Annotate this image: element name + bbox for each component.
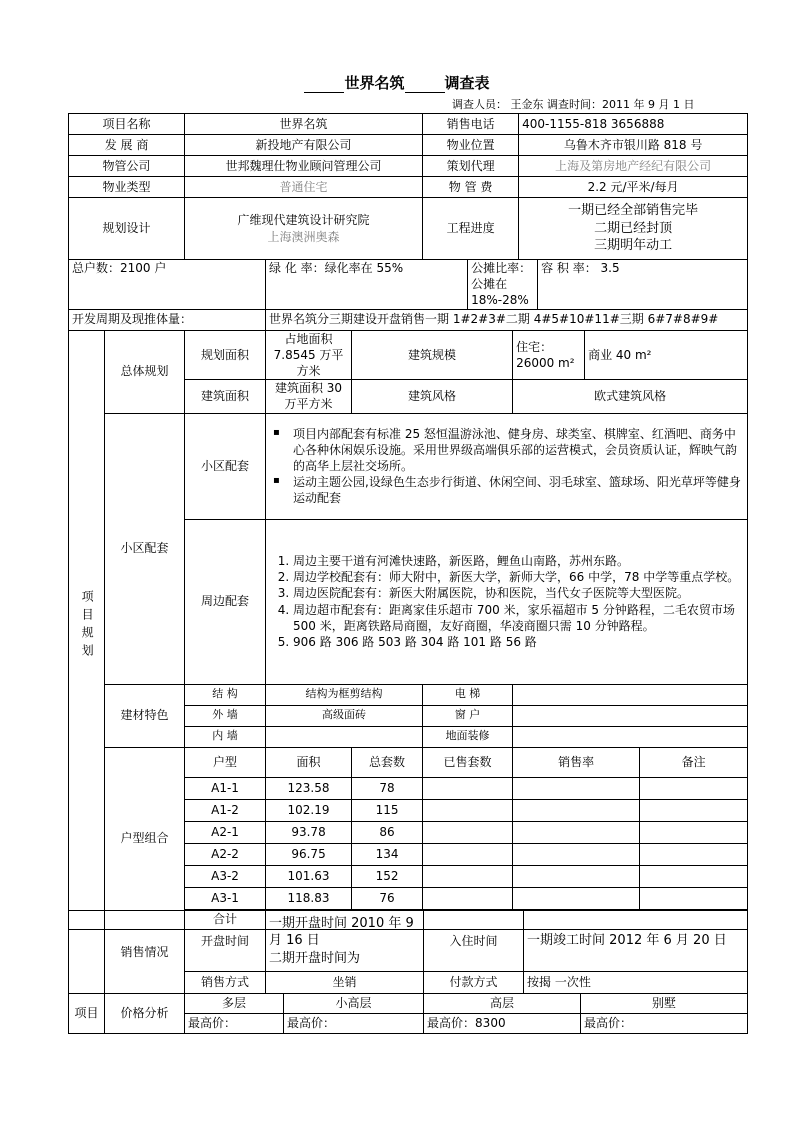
pay-label: 付款方式 [424,972,524,994]
unit-type: A1-1 [185,777,266,799]
developer: 新投地产有限公司 [185,135,423,156]
unit-header-row [69,747,748,777]
move-time: 一期竣工时间 2012 年 6 月 20 日 [524,911,748,972]
row-inner-facilities [69,413,748,519]
around-label: 周边配套 [185,519,266,684]
row-metrics [69,260,748,310]
row-type [69,177,748,198]
unit-type: A1-2 [185,799,266,821]
price-header: 小高层 [284,994,424,1014]
unit-sold [423,821,513,843]
area-label: 规划面积 [185,330,266,380]
materials-label: 建材特色 [105,684,185,747]
unit-sold [423,777,513,799]
unit-rate [513,799,640,821]
unit-note [640,821,748,843]
property-type: 普通住宅 [185,177,423,198]
unit-rate [513,777,640,799]
sales-phone: 400-1155-818 3656888 [519,114,748,135]
type-label: 物业类型 [69,177,185,198]
page-title [0,72,794,93]
row-developer [69,135,748,156]
inner-facility-item: ▪ 项目内部配套有标准 25 怒恒温游泳池、健身房、球类室、棋牌室、红酒吧、商务中心各种休闲娱乐设施。采用世界级高端俱乐部的运营模式，会员资质认证，辉映气韵的高华上层社交场所。 [293,426,744,475]
unit-area: 118.83 [266,887,352,909]
unit-area: 101.63 [266,865,352,887]
management-fee: 2.2 元/平米/每月 [519,177,748,198]
cycle-label: 开发周期及现推体量： [69,309,266,330]
unit-area: 96.75 [266,843,352,865]
sales-price-table [68,910,748,1034]
progress [519,198,748,260]
open-phase-2: 二期开盘时间为 [269,950,361,966]
unit-total: 76 [352,887,423,909]
around-item: 4. 周边超市配套有：距离家佳乐超市 700 米，家乐福超市 5 分钟路程，二毛农贸市场 500 米，距离铁路局商圈，友好商圈，华凌商圈只需 10 分钟路程。 [293,602,744,634]
unit-sold [423,865,513,887]
architecture-style: 欧式建筑风格 [513,380,748,413]
sales-section-blank [69,911,105,994]
inner-wall-value [266,726,423,747]
unit-area: 93.78 [266,821,352,843]
unit-note [640,887,748,909]
row-name [69,114,748,135]
design-firm-1: 广维现代建筑设计研究院 [237,213,370,228]
unit-rate [513,865,640,887]
price-label: 价格分析 [105,994,185,1034]
unit-sold [423,843,513,865]
inner-facility-item: ▪ 运动主题公园,设绿色生态步行街道、休闲空间、羽毛球室、篮球场、阳光草坪等健身运动配套 [293,474,744,506]
title-main: 世界名筑 [344,74,405,92]
scale-commercial: 商业 40 m² [585,330,748,380]
move-label: 入住时间 [424,911,524,972]
total-label: 合计 [185,909,266,929]
row-cycle [69,309,748,330]
row-pm [69,156,748,177]
sales-method: 坐销 [266,972,424,994]
design-label: 规划设计 [69,198,185,260]
floor-label: 地面装修 [423,726,513,747]
inner-label: 小区配套 [185,413,266,519]
window-value [513,705,748,726]
window-label: 窗 户 [423,705,513,726]
max-price-cell [581,1014,748,1034]
method-label: 销售方式 [185,972,266,994]
agent-label: 策划代理 [423,156,519,177]
style-label: 建筑风格 [352,380,513,413]
planning-section-text: 项目规划 [80,590,95,663]
plan-area: 占地面积 7.8545 万平方米 [266,330,352,380]
unit-area: 102.19 [266,799,352,821]
inner-facilities-list [269,426,744,507]
open-phase-1: 一期开盘时间 2010 年 9 月 16 日 [269,915,414,949]
row-design [69,198,748,260]
max-price-cell [424,1014,581,1034]
sales-label: 销售情况 [105,911,185,994]
unit-header: 销售率 [513,747,640,777]
max-price-value: 8300 [475,1016,506,1031]
community-label: 小区配套 [105,413,185,684]
agent: 上海及第房地产经纪有限公司 [519,156,748,177]
price-section-label: 项目 [69,994,105,1034]
households: 总户数：2100 户 [69,260,266,310]
investigator-line: 调查人员： 王金东 调查时间：2011 年 9 月 1 日 [452,98,695,111]
progress-label: 工程进度 [423,198,519,260]
row-structure [69,684,748,705]
unit-type: A2-1 [185,821,266,843]
title-underline-left [304,78,344,93]
max-price-label: 最高价： [427,1016,476,1031]
title-underline-right [405,78,445,93]
unit-rate [513,821,640,843]
survey-table [68,113,748,930]
phone-label: 销售电话 [423,114,519,135]
unit-label: 户型组合 [105,747,185,929]
fee-label: 物 管 费 [423,177,519,198]
unit-note [640,843,748,865]
location: 乌鲁木齐市银川路 818 号 [519,135,748,156]
elevator-label: 电 梯 [423,684,513,705]
max-price-label: 最高价： [188,1016,237,1031]
inner-facilities [266,413,748,519]
name-label: 项目名称 [69,114,185,135]
open-time [266,911,424,972]
scale-label: 建筑规模 [352,330,513,380]
floor-value [513,726,748,747]
unit-header: 户型 [185,747,266,777]
price-header: 多层 [185,994,284,1014]
around-facilities [266,519,748,684]
unit-note [640,865,748,887]
exterior-wall: 高级面砖 [266,705,423,726]
unit-type: A2-2 [185,843,266,865]
unit-type: A3-1 [185,887,266,909]
unit-note [640,799,748,821]
design-firm-2: 上海澳洲奥森 [267,229,340,244]
structure-label: 结 构 [185,684,266,705]
around-item: 2. 周边学校配套有：师大附中，新医大学，新师大学，66 中学，78 中学等重点学校。 [293,569,744,585]
unit-header: 已售套数 [423,747,513,777]
build-area-label: 建筑面积 [185,380,266,413]
design-firms [185,198,423,260]
unit-note [640,777,748,799]
green-ratio: 绿 化 率：绿化率在 55% [266,260,468,310]
around-item: 1. 周边主要干道有河滩快速路，新医路，鲤鱼山南路，苏州东路。 [293,553,744,569]
payment-method: 按揭 一次性 [524,972,748,994]
developer-label: 发 展 商 [69,135,185,156]
unit-total: 134 [352,843,423,865]
unit-rate [513,843,640,865]
unit-sold [423,799,513,821]
unit-total: 115 [352,799,423,821]
around-facilities-list [269,553,744,650]
scale-residential: 住宅： 26000 m² [513,330,585,380]
build-area: 建筑面积 30 万平方米 [266,380,352,413]
unit-rate [513,887,640,909]
price-header: 高层 [424,994,581,1014]
unit-total: 152 [352,865,423,887]
cycle: 世界名筑分三期建设开盘销售一期 1#2#3#二期 4#5#10#11#三期 6#7#8#9# [266,309,748,330]
shared-ratio: 公摊比率：公摊在 18%-28% [468,260,538,310]
price-header: 别墅 [581,994,748,1014]
max-price-cell [185,1014,284,1034]
pm-company: 世邦魏理仕物业顾问管理公司 [185,156,423,177]
unit-total: 86 [352,821,423,843]
unit-header: 备注 [640,747,748,777]
price-header-row [69,994,748,1014]
location-label: 物业位置 [423,135,519,156]
unit-type: A3-2 [185,865,266,887]
progress-phase-1: 一期已经全部销售完毕 [568,203,699,219]
around-item: 3. 周边医院配套有：新医大附属医院，协和医院，当代女子医院等大型医院。 [293,585,744,601]
max-price-cell [284,1014,424,1034]
unit-sold [423,887,513,909]
structure: 结构为框剪结构 [266,684,423,705]
unit-area: 123.58 [266,777,352,799]
open-label: 开盘时间 [185,911,266,972]
unit-header: 面积 [266,747,352,777]
row-open [69,911,748,972]
progress-phase-2: 二期已经封顶 [594,220,673,236]
wall-label: 外 墙 [185,705,266,726]
around-item: 5. 906 路 306 路 503 路 304 路 101 路 56 路 [293,634,744,650]
overall-label: 总体规划 [105,330,185,413]
title-suffix: 调查表 [444,74,490,92]
max-price-label: 最高价： [287,1016,336,1031]
unit-header: 总套数 [352,747,423,777]
planning-section-label [69,330,105,929]
unit-total: 78 [352,777,423,799]
elevator-value [513,684,748,705]
progress-phase-3: 三期明年动工 [594,238,673,254]
floor-area-ratio: 容 积 率： 3.5 [538,260,748,310]
inner-wall-label: 内 墙 [185,726,266,747]
max-price-label: 最高价： [584,1016,633,1031]
pm-label: 物管公司 [69,156,185,177]
row-plan-area [69,330,748,380]
project-name: 世界名筑 [185,114,423,135]
